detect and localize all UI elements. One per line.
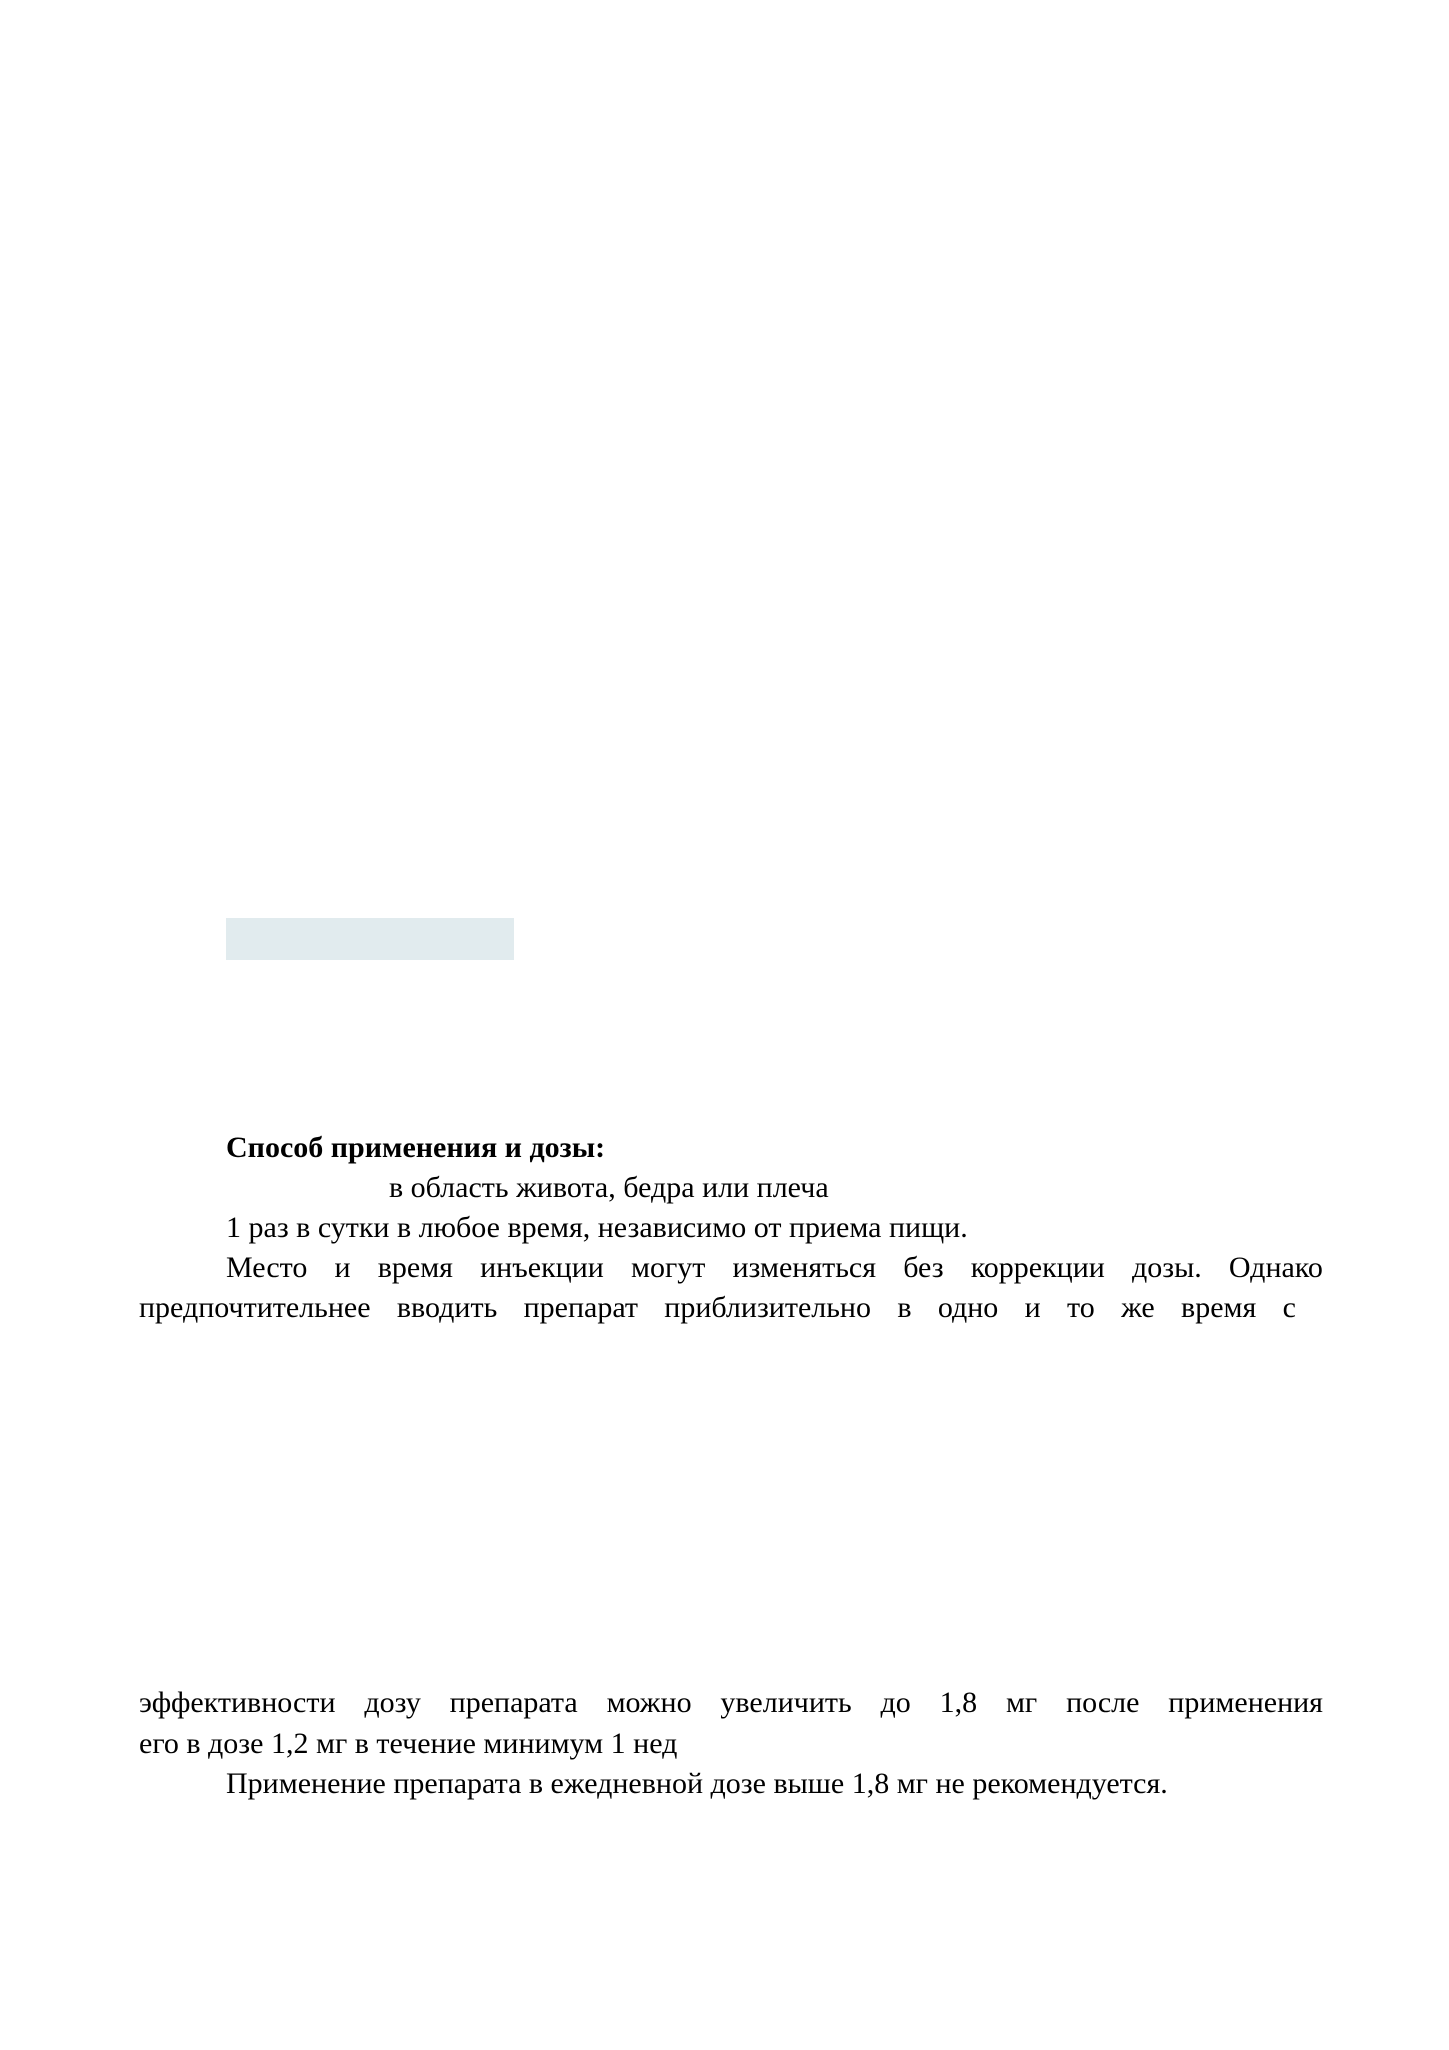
word: эффективности xyxy=(139,1686,336,1719)
word: вводить xyxy=(396,1291,498,1324)
word: то xyxy=(1067,1291,1095,1324)
text-line-effectiveness-2: его в дозе 1,2 мг в течение минимум 1 нед xyxy=(139,1727,678,1760)
word: же xyxy=(1121,1291,1155,1324)
word: мг xyxy=(1005,1686,1038,1719)
text-line-max-dose: Применение препарата в ежедневной дозе выше 1,8 мг не рекомендуется. xyxy=(226,1767,1168,1800)
word: и xyxy=(1024,1291,1041,1324)
text-line-place-time-2 xyxy=(139,1290,1296,1326)
word: время xyxy=(377,1251,453,1284)
word: коррекции xyxy=(970,1251,1105,1284)
text-line-frequency: 1 раз в сутки в любое время, независимо от приема пищи. xyxy=(226,1211,968,1244)
text-line-effectiveness-1 xyxy=(139,1685,1323,1721)
word: с xyxy=(1282,1291,1296,1324)
word: время xyxy=(1181,1291,1257,1324)
word: Место xyxy=(226,1251,308,1284)
text-line-place-time-1 xyxy=(226,1250,1323,1286)
word: и xyxy=(334,1251,351,1284)
word: без xyxy=(903,1251,944,1284)
section-heading: Способ применения и дозы: xyxy=(226,1131,606,1164)
word: изменяться xyxy=(732,1251,877,1284)
word: 1,8 xyxy=(939,1686,978,1719)
word: до xyxy=(880,1686,911,1719)
word: можно xyxy=(606,1686,692,1719)
word: Однако xyxy=(1228,1251,1323,1284)
word: после xyxy=(1066,1686,1140,1719)
word: дозу xyxy=(364,1686,421,1719)
word: препарат xyxy=(523,1291,638,1324)
redacted-highlight-block xyxy=(226,918,514,960)
word: могут xyxy=(630,1251,706,1284)
word: дозы. xyxy=(1131,1251,1202,1284)
word: одно xyxy=(937,1291,999,1324)
word: в xyxy=(897,1291,912,1324)
word: применения xyxy=(1168,1686,1323,1719)
word: приблизительно xyxy=(664,1291,871,1324)
word: предпочтительнее xyxy=(139,1291,371,1324)
text-line-injection-area: в область живота, бедра или плеча xyxy=(389,1171,829,1204)
word: увеличить xyxy=(720,1686,852,1719)
word: препарата xyxy=(449,1686,578,1719)
word: инъекции xyxy=(480,1251,604,1284)
